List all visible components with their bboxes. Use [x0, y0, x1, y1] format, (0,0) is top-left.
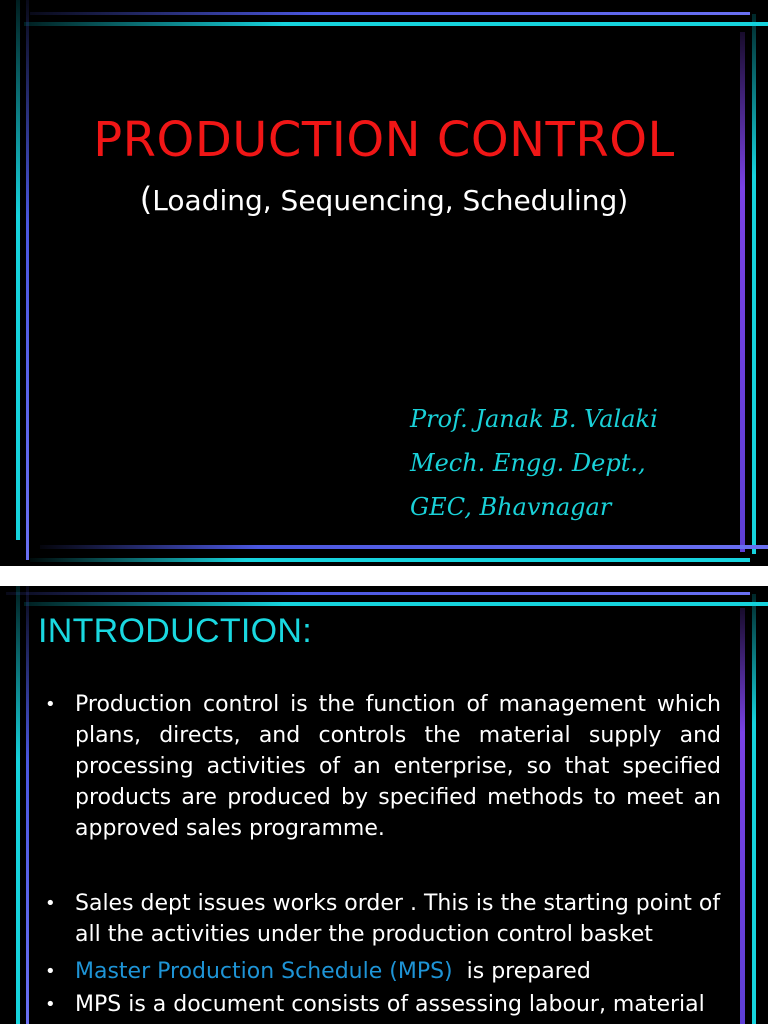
bullet-text: MPS is a document consists of assessing labour, material: [75, 992, 705, 1017]
left-blue-rule: [26, 586, 29, 1024]
author-block: [410, 397, 658, 529]
slide-title: PRODUCTION CONTROL: [93, 112, 675, 168]
author-department: Mech. Engg. Dept.,: [410, 449, 646, 477]
top-blue-rule: [30, 12, 750, 15]
left-cyan-rule: [16, 0, 20, 540]
author-institution: GEC, Bhavnagar: [410, 493, 612, 521]
bullet-text: Production control is the function of management which plans, directs, and controls the material supply and processing activities of an enterprise, so that specified products are produced by specified methods to meet an approved sales programme.: [75, 692, 721, 841]
bottom-blue-rule: [40, 545, 768, 549]
top-cyan-rule: [24, 602, 768, 606]
slide-subtitle: [0, 180, 768, 218]
bullet-dot-icon: •: [45, 893, 56, 914]
bottom-cyan-rule: [30, 558, 750, 562]
right-purple-rule: [740, 32, 745, 552]
right-cyan-rule: [752, 594, 756, 1024]
top-cyan-rule: [24, 22, 768, 26]
list-item: [45, 989, 721, 1020]
left-blue-rule: [26, 0, 29, 560]
bullet-text: Sales dept issues works order . This is the starting point of all the activities under the production control basket: [75, 891, 721, 947]
bullet-dot-icon: •: [45, 994, 56, 1015]
section-heading: INTRODUCTION:: [38, 612, 312, 650]
subtitle-text: Loading, Sequencing, Scheduling): [152, 184, 629, 217]
list-item: [45, 689, 721, 844]
list-item: [45, 956, 721, 987]
list-item: [45, 888, 721, 950]
bullet-text: is prepared: [466, 959, 591, 984]
top-blue-rule: [6, 592, 750, 595]
right-purple-rule: [740, 608, 745, 1024]
bullet-dot-icon: •: [45, 961, 56, 982]
mps-highlight: Master Production Schedule (MPS): [75, 959, 453, 984]
author-name: Prof. Janak B. Valaki: [410, 405, 658, 433]
left-cyan-rule: [16, 586, 20, 1024]
bullet-dot-icon: •: [45, 694, 56, 715]
right-cyan-rule: [752, 14, 756, 554]
subtitle-paren: (: [139, 180, 153, 218]
